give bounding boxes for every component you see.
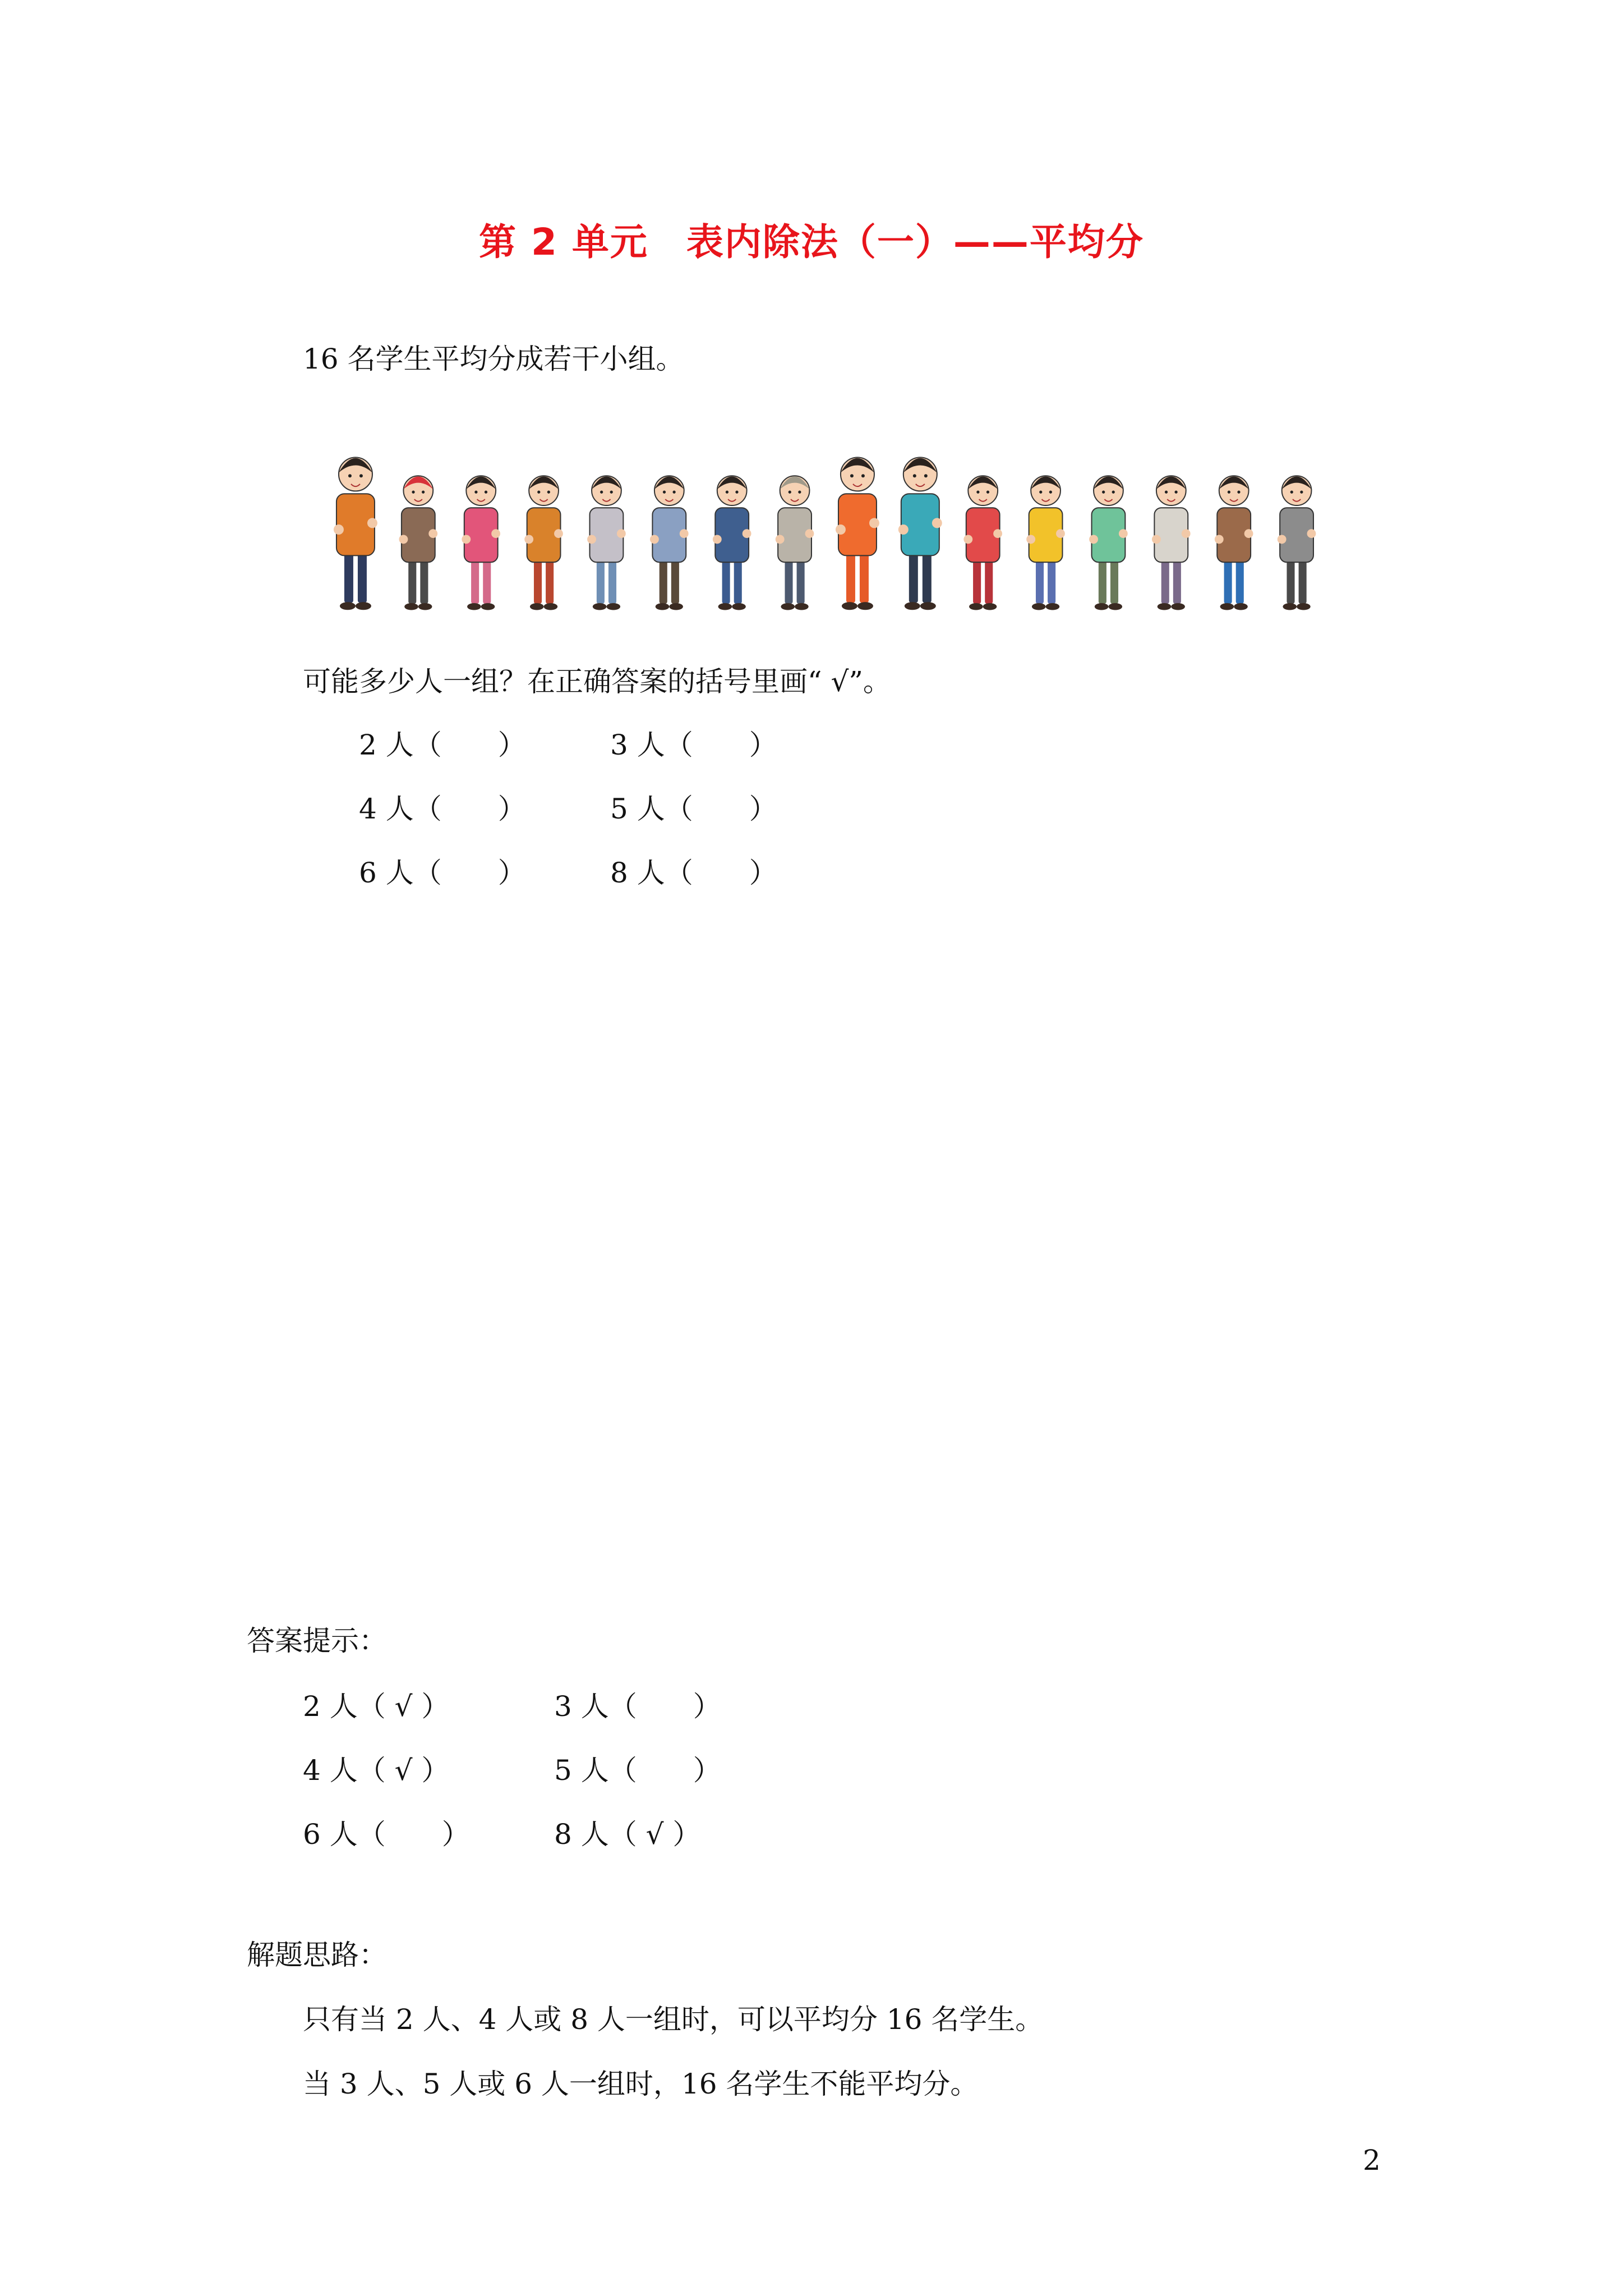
student-figure bbox=[1089, 476, 1128, 610]
answer-5: 5 人（ ） bbox=[554, 1754, 721, 1787]
option-4: 4 人（ ） bbox=[359, 793, 526, 825]
student-figure bbox=[1215, 476, 1253, 610]
answer-4: 4 人（ √ ） bbox=[303, 1754, 450, 1787]
option-3: 3 人（ ） bbox=[610, 729, 777, 761]
student-figure bbox=[462, 476, 501, 610]
option-8: 8 人（ ） bbox=[610, 857, 777, 889]
answer-6: 6 人（ ） bbox=[303, 1818, 470, 1851]
student-figure bbox=[524, 476, 563, 610]
student-figure bbox=[776, 476, 814, 610]
answer-3: 3 人（ ） bbox=[554, 1690, 721, 1723]
student-figure bbox=[1278, 476, 1316, 610]
student-figure bbox=[713, 476, 751, 610]
solution-line-1: 只有当 2 人、4 人或 8 人一组时，可以平均分 16 名学生。 bbox=[303, 2003, 1044, 2036]
answer-8: 8 人（ √ ） bbox=[554, 1818, 701, 1851]
page-title: 第 2 单元 表内除法（一）——平均分 bbox=[479, 220, 1144, 264]
student-figure bbox=[1152, 476, 1191, 610]
option-5: 5 人（ ） bbox=[610, 793, 777, 825]
option-2: 2 人（ ） bbox=[359, 729, 526, 761]
student-figure bbox=[898, 457, 942, 610]
students-illustration bbox=[319, 432, 1322, 600]
intro-text: 16 名学生平均分成若干小组。 bbox=[303, 343, 684, 375]
answer-2: 2 人（ √ ） bbox=[303, 1690, 450, 1723]
students-illustration-svg bbox=[324, 443, 1328, 611]
student-figure bbox=[587, 476, 626, 610]
answer-heading: 答案提示： bbox=[247, 1625, 387, 1657]
student-figure bbox=[650, 476, 689, 610]
student-figure bbox=[334, 457, 377, 610]
solution-line-2: 当 3 人、5 人或 6 人一组时，16 名学生不能平均分。 bbox=[303, 2068, 979, 2100]
student-figure bbox=[1026, 476, 1065, 610]
question-text: 可能多少人一组？在正确答案的括号里画“ √”。 bbox=[303, 665, 891, 698]
option-6: 6 人（ ） bbox=[359, 857, 526, 889]
solution-heading: 解题思路： bbox=[247, 1939, 387, 1971]
page-number: 2 bbox=[1363, 2144, 1381, 2177]
student-figure bbox=[836, 457, 879, 610]
student-figure bbox=[964, 476, 1003, 610]
student-figure bbox=[399, 476, 438, 610]
